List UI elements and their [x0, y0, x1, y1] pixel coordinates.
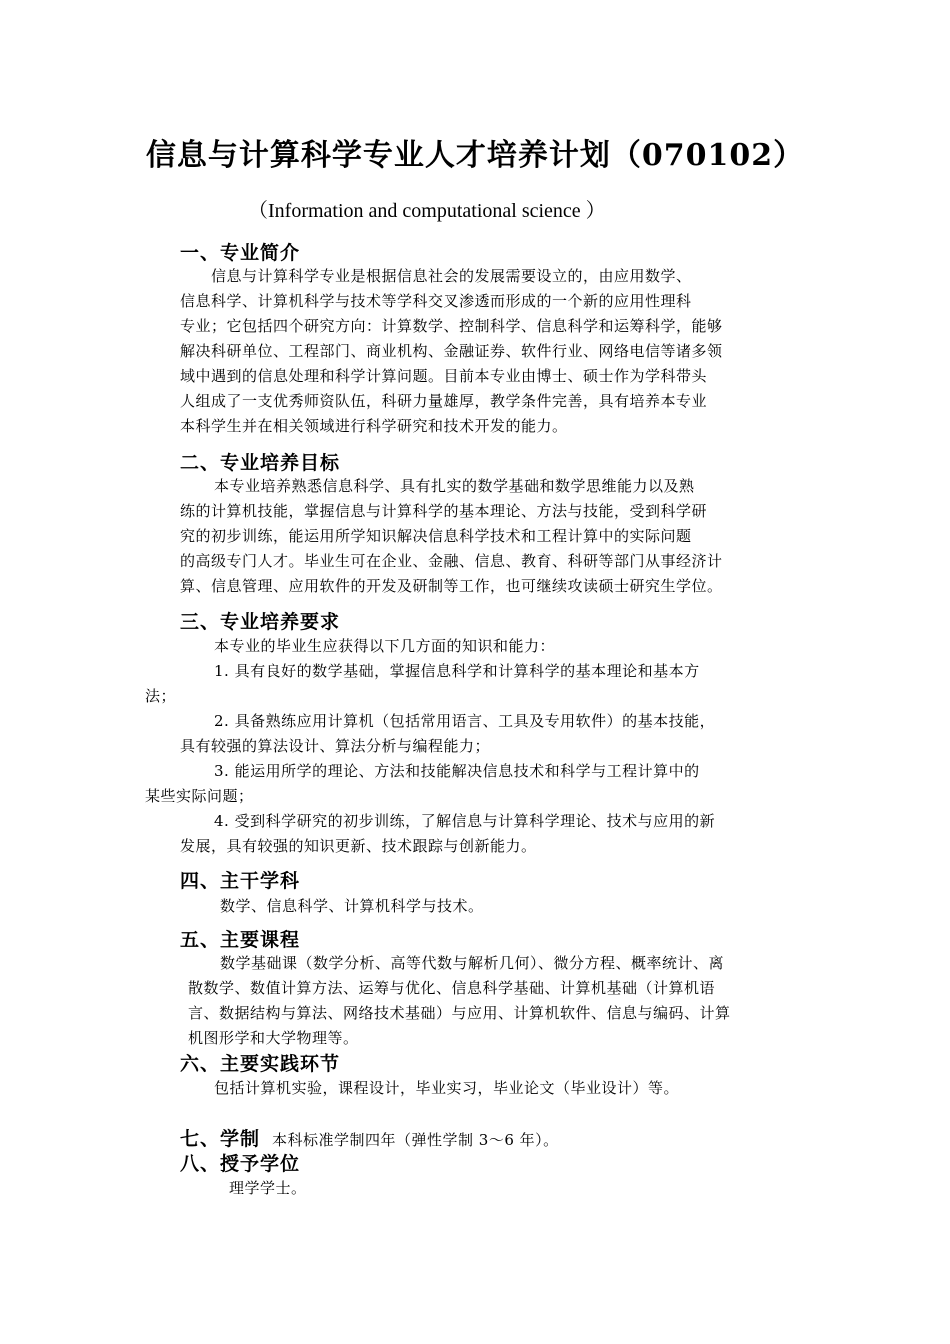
paragraph-line: 解决科研单位、工程部门、商业机构、金融证券、软件行业、网络电信等诸多领: [180, 342, 723, 360]
requirements-intro: 本专业的毕业生应获得以下几方面的知识和能力：: [214, 637, 556, 655]
requirement-item-4: 4. 受到科学研究的初步训练，了解信息与计算科学理论、技术与应用的新: [214, 812, 716, 830]
paragraph-line: 究的初步训练，能运用所学知识解决信息科学技术和工程计算中的实际问题: [180, 527, 692, 545]
requirement-item-1: 1. 具有良好的数学基础，掌握信息科学和计算科学的基本理论和基本方: [214, 662, 700, 680]
section-heading-degree: 八、授予学位: [180, 1153, 301, 1175]
requirement-item-3-cont: 某些实际问题；: [145, 787, 254, 805]
requirement-item-1-cont: 法；: [145, 687, 177, 705]
paragraph-line: 数学基础课（数学分析、高等代数与解析几何）、微分方程、概率统计、离: [220, 954, 725, 972]
section-heading-objective: 二、专业培养目标: [180, 452, 341, 474]
paragraph-line: 本科学生并在相关领域进行科学研究和技术开发的能力。: [180, 417, 568, 435]
practice-text: 包括计算机实验，课程设计，毕业实习，毕业论文（毕业设计）等。: [214, 1079, 680, 1097]
requirement-item-2: 2. 具备熟练应用计算机（包括常用语言、工具及专用软件）的基本技能，: [214, 712, 716, 730]
section-heading-requirements: 三、专业培养要求: [180, 611, 341, 633]
disciplines-text: 数学、信息科学、计算机科学与技术。: [220, 897, 484, 915]
paragraph-line: 言、数据结构与算法、网络技术基础）与应用、计算机软件、信息与编码、计算: [188, 1004, 731, 1022]
paragraph-line: 散数学、数值计算方法、运筹与优化、信息科学基础、计算机基础（计算机语: [188, 979, 716, 997]
requirement-item-4-cont: 发展，具有较强的知识更新、技术跟踪与创新能力。: [180, 837, 537, 855]
paragraph-line: 信息科学、计算机科学与技术等学科交叉渗透而形成的一个新的应用性理科: [180, 292, 692, 310]
section-heading-duration: [180, 1124, 559, 1151]
paragraph-line: 信息与计算科学专业是根据信息社会的发展需要设立的，由应用数学、: [211, 267, 692, 285]
paragraph-line: 练的计算机技能，掌握信息与计算科学的基本理论、方法与技能，受到科学研: [180, 502, 708, 520]
requirement-item-3: 3. 能运用所学的理论、方法和技能解决信息技术和科学与工程计算中的: [214, 762, 700, 780]
page-title: 信息与计算科学专业人才培养计划（070102）: [145, 138, 805, 173]
paragraph-line: 机图形学和大学物理等。: [188, 1029, 359, 1047]
page-subtitle: （Information and computational science ）: [248, 200, 606, 222]
requirement-item-2-cont: 具有较强的算法设计、算法分析与编程能力；: [180, 737, 491, 755]
section-heading-courses: 五、主要课程: [180, 929, 301, 951]
degree-text: 理学学士。: [229, 1179, 307, 1197]
duration-text: 本科标准学制四年（弹性学制 3～6 年）。: [272, 1131, 559, 1149]
paragraph-line: 域中遇到的信息处理和科学计算问题。目前本专业由博士、硕士作为学科带头: [180, 367, 708, 385]
section-heading-practice: 六、主要实践环节: [180, 1053, 341, 1075]
section-heading-disciplines: 四、主干学科: [180, 870, 301, 892]
paragraph-line: 的高级专门人才。毕业生可在企业、金融、信息、教育、科研等部门从事经济计: [180, 552, 723, 570]
paragraph-line: 算、信息管理、应用软件的开发及研制等工作，也可继续攻读硕士研究生学位。: [180, 577, 723, 595]
paragraph-line: 人组成了一支优秀师资队伍，科研力量雄厚，教学条件完善，具有培养本专业: [180, 392, 708, 410]
duration-heading-label: 七、学制: [180, 1128, 261, 1150]
paragraph-line: 专业；它包括四个研究方向：计算数学、控制科学、信息科学和运筹科学，能够: [180, 317, 723, 335]
paragraph-line: 本专业培养熟悉信息科学、具有扎实的数学基础和数学思维能力以及熟: [214, 477, 695, 495]
section-heading-intro: 一、专业简介: [180, 242, 301, 264]
